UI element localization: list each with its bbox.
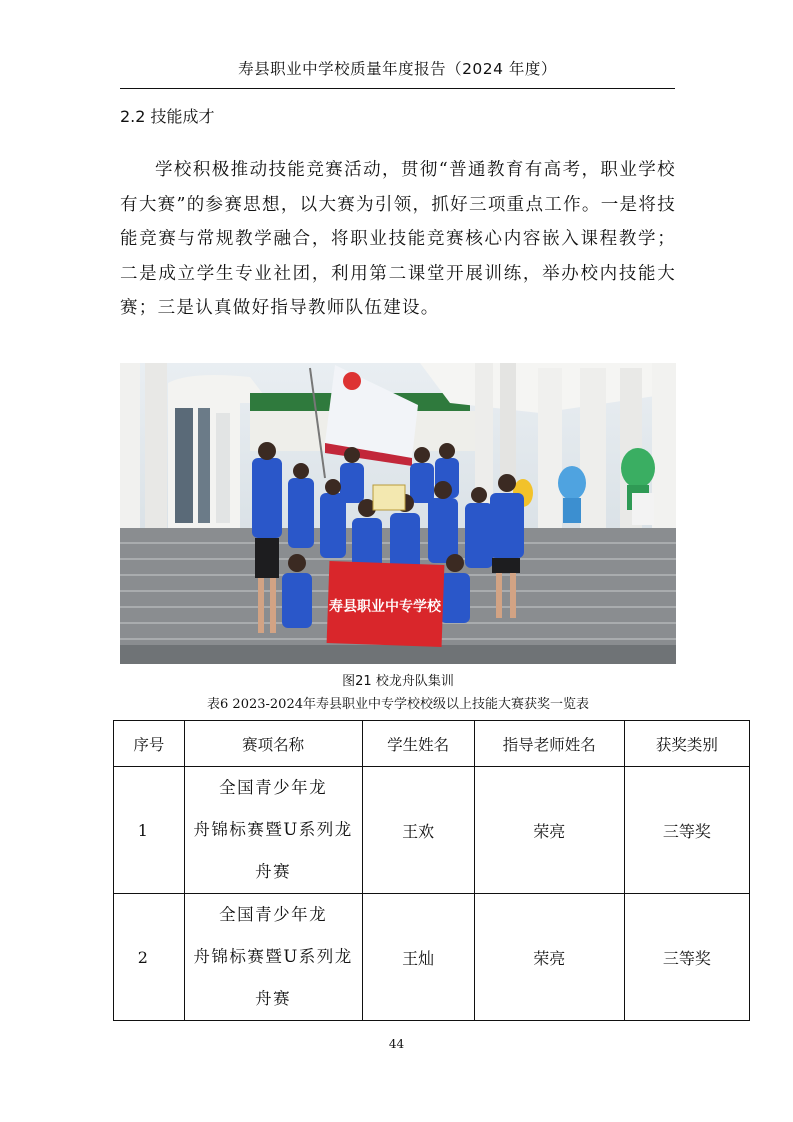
page-number: 44 xyxy=(388,1037,405,1051)
team-photo xyxy=(120,363,676,664)
team-photo-illustration xyxy=(120,363,676,664)
header-no: 序号 xyxy=(114,721,185,767)
cell-event-line: 全国青少年龙 xyxy=(219,778,328,797)
table-row xyxy=(114,894,750,1021)
cell-teacher: 荣亮 xyxy=(474,767,624,894)
cell-student: 王灿 xyxy=(362,894,474,1021)
cell-event xyxy=(184,767,362,894)
header-event: 赛项名称 xyxy=(184,721,362,767)
section-title: 2.2 技能成才 xyxy=(120,107,215,126)
cell-event-line: 舟赛 xyxy=(255,862,292,881)
header-teacher: 指导老师姓名 xyxy=(474,721,624,767)
table-header-row xyxy=(114,721,750,767)
figure-caption: 图21 校龙舟队集训 xyxy=(342,674,454,689)
cell-student: 王欢 xyxy=(362,767,474,894)
page-header: 寿县职业中学校质量年度报告（2024 年度） xyxy=(238,60,557,78)
cell-event-line: 舟锦标赛暨U系列龙 xyxy=(193,820,353,839)
banner-text: 寿县职业中专学校 xyxy=(329,599,441,615)
cell-award: 三等奖 xyxy=(624,767,749,894)
cell-no: 2 xyxy=(114,894,185,1021)
body-paragraph: 学校积极推动技能竞赛活动，贯彻“普通教育有高考，职业学校有大赛”的参赛思想，以大赛为引领，抓好三项重点工作。一是将技能竞赛与常规教学融合，将职业技能竞赛核心内容嵌入课程教学；二是成立学生专业社团，利用第二课堂开展训练，举办校内技能大赛；三是认真做好指导教师队伍建设。 xyxy=(120,160,676,318)
header-student: 学生姓名 xyxy=(362,721,474,767)
cell-event-line: 舟锦标赛暨U系列龙 xyxy=(193,947,353,966)
cell-award: 三等奖 xyxy=(624,894,749,1021)
cell-event-line: 全国青少年龙 xyxy=(219,905,328,924)
cell-no: 1 xyxy=(114,767,185,894)
header-award: 获奖类别 xyxy=(624,721,749,767)
table-caption: 表6 2023-2024年寿县职业中专学校校级以上技能大赛获奖一览表 xyxy=(207,697,589,712)
cell-event xyxy=(184,894,362,1021)
cell-event-line: 舟赛 xyxy=(255,989,292,1008)
awards-table xyxy=(113,720,750,1021)
table-row xyxy=(114,767,750,894)
cell-teacher: 荣亮 xyxy=(474,894,624,1021)
header-rule xyxy=(120,88,675,89)
